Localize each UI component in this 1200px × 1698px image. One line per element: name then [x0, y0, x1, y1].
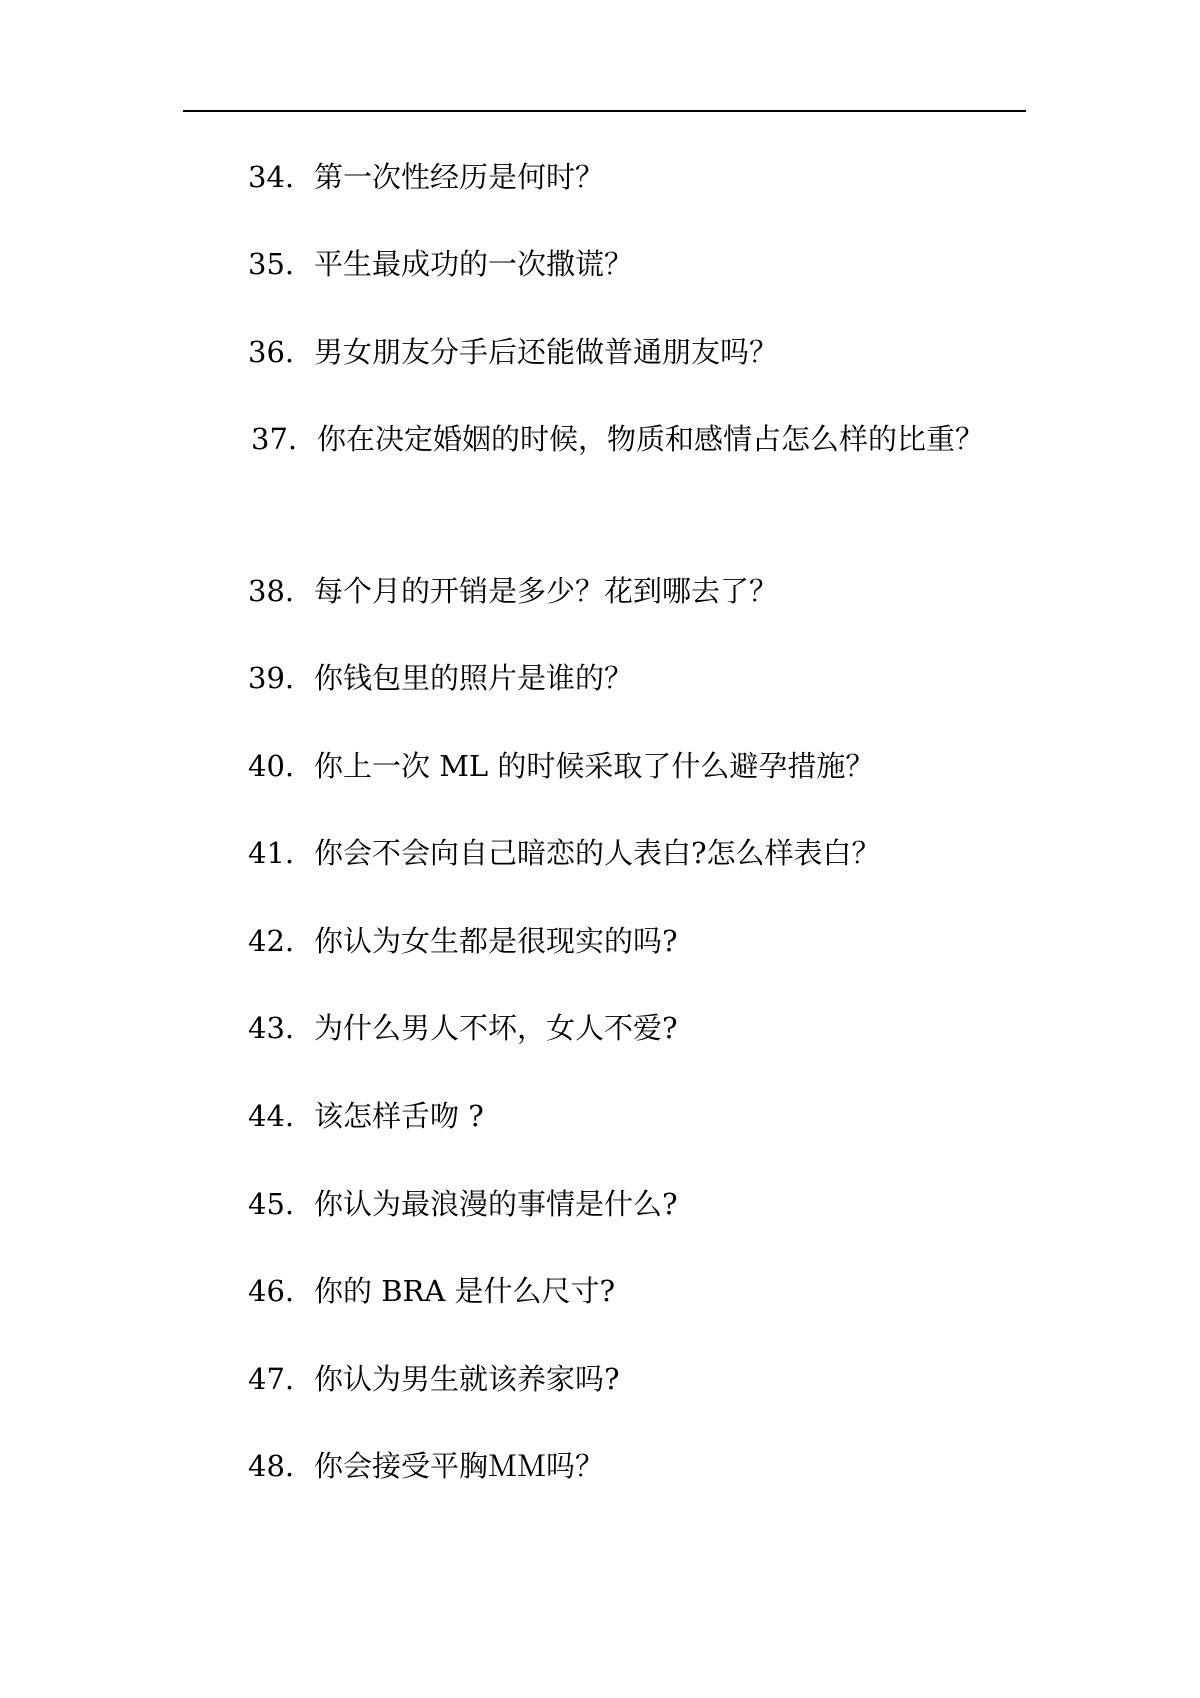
question-item — [183, 1013, 1026, 1043]
question-number: 41. — [248, 836, 295, 870]
question-text: 该怎样舌吻 ? — [314, 1099, 484, 1133]
question-item — [183, 663, 1026, 693]
question-number: 40. — [248, 749, 295, 783]
question-number: 44. — [248, 1099, 295, 1133]
question-text: 你认为最浪漫的事情是什么? — [314, 1187, 678, 1221]
question-item — [183, 1276, 1026, 1306]
question-text: 你在决定婚姻的时候，物质和感情占怎么样的比重？ — [317, 422, 985, 456]
question-number: 45. — [248, 1187, 295, 1221]
question-number: 37. — [251, 422, 298, 456]
question-item — [183, 337, 1026, 367]
question-text: 每个月的开销是多少？花到哪去了？ — [314, 574, 779, 608]
question-item — [183, 407, 1026, 472]
question-number: 34. — [248, 160, 295, 194]
question-text: 你钱包里的照片是谁的？ — [314, 661, 634, 695]
question-item — [183, 838, 1026, 868]
question-number: 39. — [248, 661, 295, 695]
question-text: 你认为男生就该养家吗? — [314, 1362, 620, 1396]
question-number: 47. — [248, 1362, 295, 1396]
question-number: 46. — [248, 1274, 295, 1308]
question-text: 你上一次 ML 的时候采取了什么避孕措施？ — [314, 749, 875, 783]
question-text: 你的 BRA 是什么尺寸? — [314, 1274, 616, 1308]
question-text: 你会接受平胸ＭＭ吗？ — [314, 1449, 605, 1483]
question-number: 43. — [248, 1011, 295, 1045]
question-text: 为什么男人不坏，女人不爱? — [314, 1011, 678, 1045]
question-text: 平生最成功的一次撒谎？ — [314, 247, 634, 281]
question-text: 你会不会向自己暗恋的人表白?怎么样表白？ — [314, 836, 881, 870]
question-item — [183, 1451, 1026, 1481]
question-text: 第一次性经历是何时？ — [314, 160, 605, 194]
question-item — [183, 162, 1026, 192]
question-item — [183, 1364, 1026, 1394]
question-item — [183, 926, 1026, 956]
question-number: 36. — [248, 335, 295, 369]
question-text: 你认为女生都是很现实的吗? — [314, 924, 678, 958]
question-number: 42. — [248, 924, 295, 958]
question-item — [183, 249, 1026, 279]
question-item — [183, 1189, 1026, 1219]
header-rule — [183, 110, 1026, 112]
question-number: 38. — [248, 574, 295, 608]
question-number: 48. — [248, 1449, 295, 1483]
question-item — [183, 576, 1026, 606]
question-item — [183, 1101, 1026, 1131]
question-text: 男女朋友分手后还能做普通朋友吗？ — [314, 335, 779, 369]
question-number: 35. — [248, 247, 295, 281]
question-item — [183, 751, 1026, 781]
